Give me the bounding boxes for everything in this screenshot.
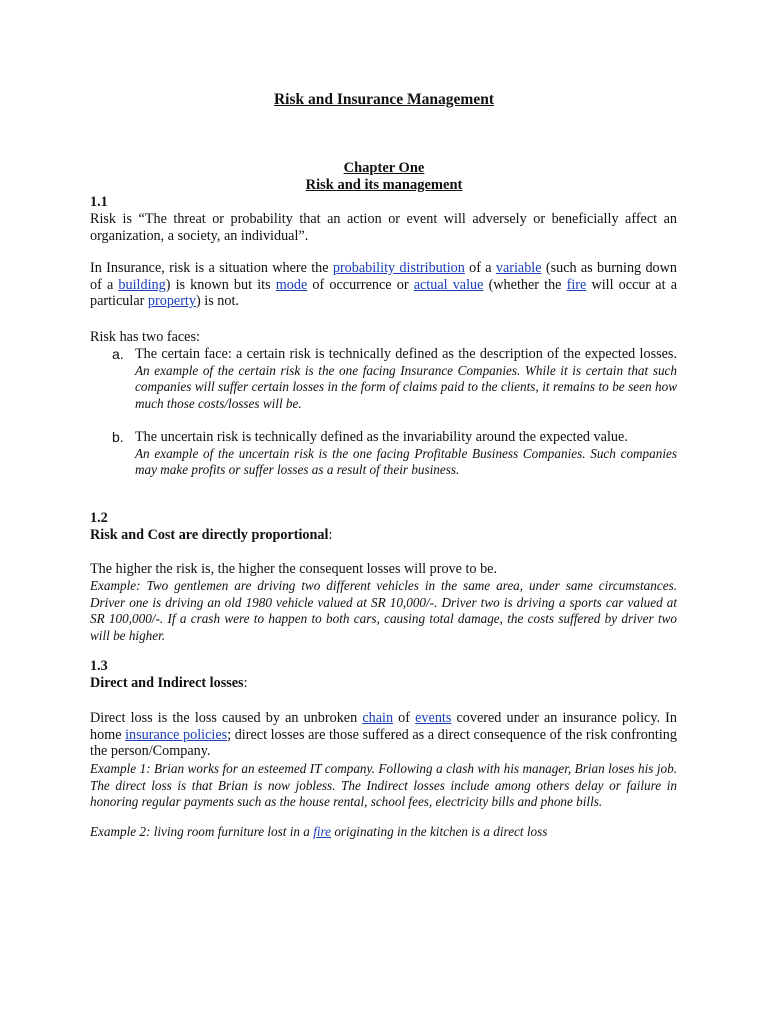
link-mode[interactable]: mode <box>275 276 308 293</box>
chapter-subtitle: Risk and its management <box>305 177 463 193</box>
link-variable[interactable]: variable <box>495 260 542 276</box>
risk-cost-text: The higher the risk is, the higher the consequent losses will prove to be. <box>90 561 498 577</box>
list-item-uncertain-face: The uncertain risk is technically defined as the invariability around the expected value. An example of the uncertain risk is the one facing Profitable Business Companies. Such companies may make profits or suffer losses as a result of their business. <box>135 429 677 478</box>
direct-loss-example-2: Example 2: living room furniture lost in a fire originating in the kitchen is a direct loss <box>90 824 548 839</box>
link-building[interactable]: building <box>118 276 166 293</box>
section-heading-1-2: Risk and Cost are directly proportional: <box>90 527 333 543</box>
link-fire[interactable]: fire <box>566 276 587 293</box>
list-marker-a: a. <box>112 346 124 362</box>
risk-cost-example: Example: Two gentlemen are driving two different vehicles in the same area, under same circumstances. Driver one is driving an old 1980 vehicle valued at SR 10,000/-. Driver two is driving a sports car valued at SR 100,000/-. If a crash were to happen to both cars, causing total damage, the costs suffered by driver two will be higher. <box>90 578 677 643</box>
link-events[interactable]: events <box>415 710 452 726</box>
direct-loss-paragraph: Direct loss is the loss caused by an unbroken chain of events covered under an insurance policy. In home insurance policies; direct losses are those suffered as a direct consequence of the risk confronting the person/Company. <box>90 710 677 760</box>
document-title: Risk and Insurance Management <box>273 91 495 108</box>
section-number-1-1: 1.1 <box>90 194 108 210</box>
link-chain[interactable]: chain <box>362 710 394 726</box>
risk-definition: Risk is “The threat or probability that an action or event will adversely or beneficially affect an organization, a society, an individual”. <box>90 211 677 244</box>
link-insurance-policies[interactable]: insurance policies <box>125 726 228 743</box>
link-actual-value[interactable]: actual value <box>413 276 484 293</box>
link-fire-example[interactable]: fire <box>313 824 332 839</box>
insurance-risk-paragraph: In Insurance, risk is a situation where the probability distribution of a variable (such as burning down of a building) is known but its mode of occurrence or actual value (whether the fire will occur at a particular property) is not. <box>90 260 677 310</box>
link-probability-distribution[interactable]: probability distribution <box>332 260 465 276</box>
list-item-certain-face: The certain face: a certain risk is technically defined as the description of the expected losses. An example of the certain risk is the one facing Insurance Companies. While it is certain that such companies will suffer certain losses in the form of claims paid to the clients, it remains to be seen how much those costs/losses will be. <box>135 346 677 411</box>
uncertain-face-example: An example of the uncertain risk is the one facing Profitable Business Companies. Such companies may make profits or suffer losses as a result of their business. <box>135 445 677 478</box>
chapter-label: Chapter One <box>343 160 425 176</box>
section-number-1-3: 1.3 <box>90 658 108 674</box>
certain-face-example: An example of the certain risk is the one facing Insurance Companies. While it is certain that such companies will suffer certain losses in the form of claims paid to the clients, it remains to be seen how much those costs/losses will be. <box>135 362 677 411</box>
faces-intro: Risk has two faces: <box>90 329 200 345</box>
list-marker-b: b. <box>112 429 124 445</box>
direct-loss-example-1: Example 1: Brian works for an esteemed IT company. Following a clash with his manager, Brian loses his job. The direct loss is that Brian is now jobless. The Indirect losses include among others delay or failure in honoring regular payments such as the house rental, school fees, electricity bills and phone bills. <box>90 761 677 810</box>
link-property[interactable]: property <box>147 293 196 310</box>
section-heading-1-3: Direct and Indirect losses: <box>90 675 248 691</box>
section-number-1-2: 1.2 <box>90 510 108 526</box>
